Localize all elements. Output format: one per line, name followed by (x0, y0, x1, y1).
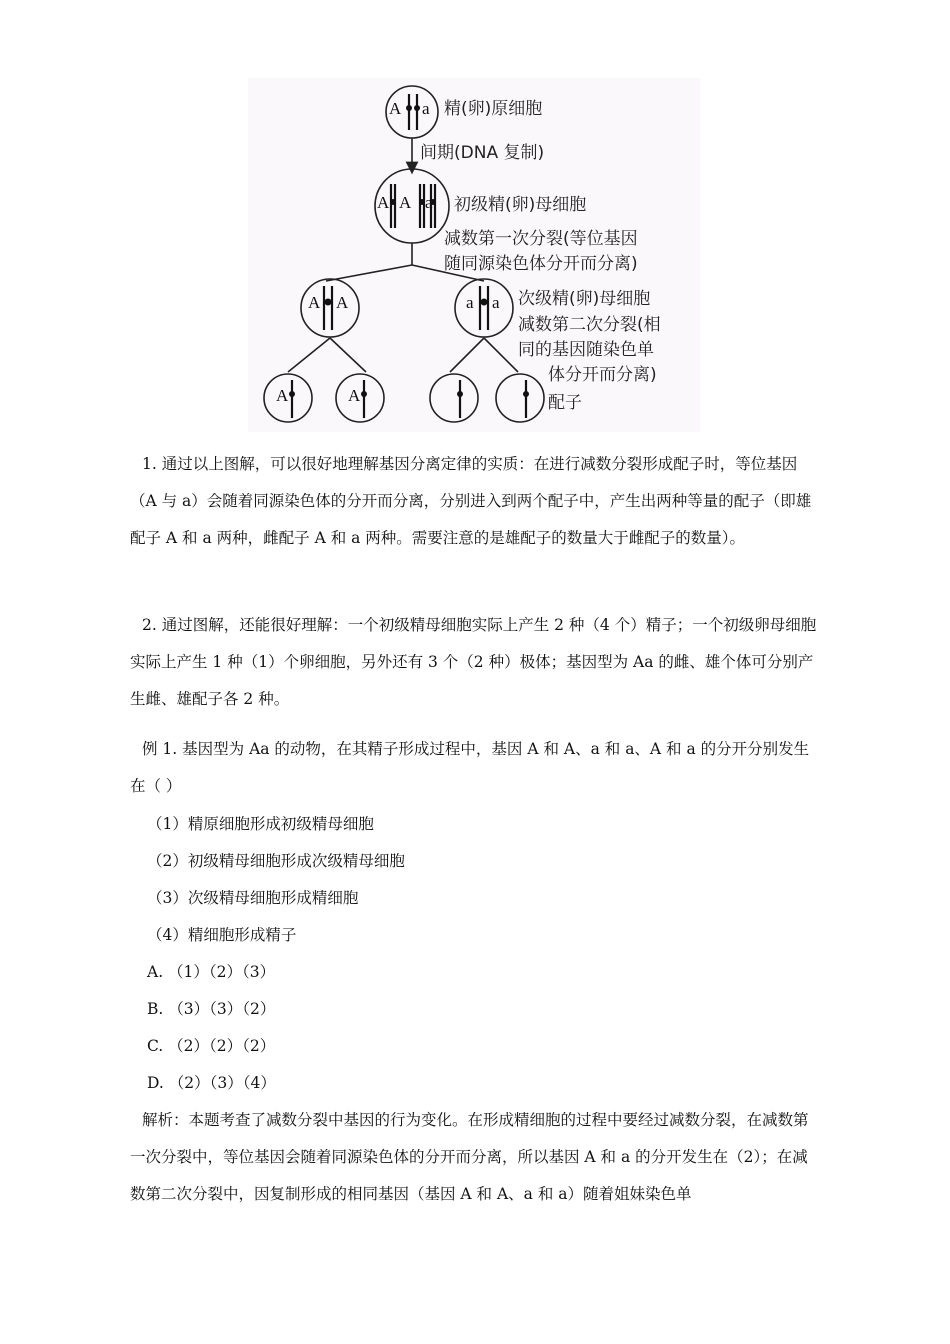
label-meiosis2-line1: 减数第二次分裂(相 (518, 315, 661, 335)
paragraph-2: 2. 通过图解，还能很好理解：一个初级精母细胞实际上产生 2 种（4 个）精子；一个初级卵母细胞实际上产生 1 种（1）个卵细胞，另外还有 3 个（2 种）极体；基因型为 Aa 的雌、雄个体可分别产生雌、雄配子各 2 种。 (130, 616, 817, 708)
option-b: B. （3）（3）（2） (147, 1000, 276, 1018)
label-meiosis1-line1: 减数第一次分裂(等位基因 (444, 229, 638, 249)
stage-item: （2）初级精母细胞形成次级精母细胞 (147, 852, 405, 870)
allele-A: A (348, 386, 361, 405)
paragraph-1: 1. 通过以上图解，可以很好地理解基因分离定律的实质：在进行减数分裂形成配子时，等位基因（A 与 a）会随着同源染色体的分开而分离，分别进入到两个配子中，产生出两种等量的配子（即雄配子 A 和 a 两种，雌配子 A 和 a 两种。需要注意的是雄配子的数量大于雌配子的数量）。 (130, 455, 812, 547)
secondary-cell-a (455, 279, 513, 337)
allele-a: a (466, 293, 474, 312)
analysis-paragraph: 解析：本题考查了减数分裂中基因的行为变化。在形成精细胞的过程中要经过减数分裂，在减数第一次分裂中，等位基因会随着同源染色体的分开而分离，所以基因 A 和 a 的分开发生在（2）；在减数第二次分裂中，因复制形成的相同基因（基因 A 和 A、a 和 a）随着姐妹染色单 (130, 1111, 809, 1203)
allele-a: a (425, 193, 433, 212)
label-meiosis1-line2: 随同源染色体分开而分离) (444, 254, 638, 274)
allele-A: A (389, 99, 402, 118)
label-primary: 初级精(卵)母细胞 (454, 195, 587, 215)
allele-a: a (422, 99, 430, 118)
allele-a: a (492, 293, 500, 312)
gamete-cell-3 (430, 374, 478, 422)
label-interphase: 间期(DNA 复制) (420, 143, 545, 163)
allele-A: A (377, 193, 390, 212)
allele-A: A (276, 386, 289, 405)
label-meiosis2-line2: 同的基因随染色单 (518, 340, 654, 360)
option-d: D. （2）（3）（4） (147, 1074, 276, 1092)
stage-item: （1）精原细胞形成初级精母细胞 (147, 815, 374, 833)
option-a: A. （1）（2）（3） (147, 963, 276, 981)
stage-item: （4）精细胞形成精子 (147, 926, 297, 944)
example-question: 例 1. 基因型为 Aa 的动物，在其精子形成过程中，基因 A 和 A、a 和 a、A 和 a 的分开分别发生在（ ） (130, 740, 810, 795)
label-secondary: 次级精(卵)母细胞 (518, 289, 651, 309)
option-c: C. （2）（2）（2） (147, 1037, 276, 1055)
allele-A: A (336, 293, 349, 312)
stage-item: （3）次级精母细胞形成精细胞 (147, 889, 359, 907)
allele-A: A (308, 293, 321, 312)
meiosis-diagram (248, 78, 700, 432)
label-gamete: 配子 (548, 393, 582, 413)
label-meiosis2-line3: 体分开而分离) (548, 365, 657, 385)
allele-A: A (399, 193, 412, 212)
gamete-cell-4 (496, 374, 544, 422)
label-spermatogonium: 精(卵)原细胞 (444, 99, 543, 119)
